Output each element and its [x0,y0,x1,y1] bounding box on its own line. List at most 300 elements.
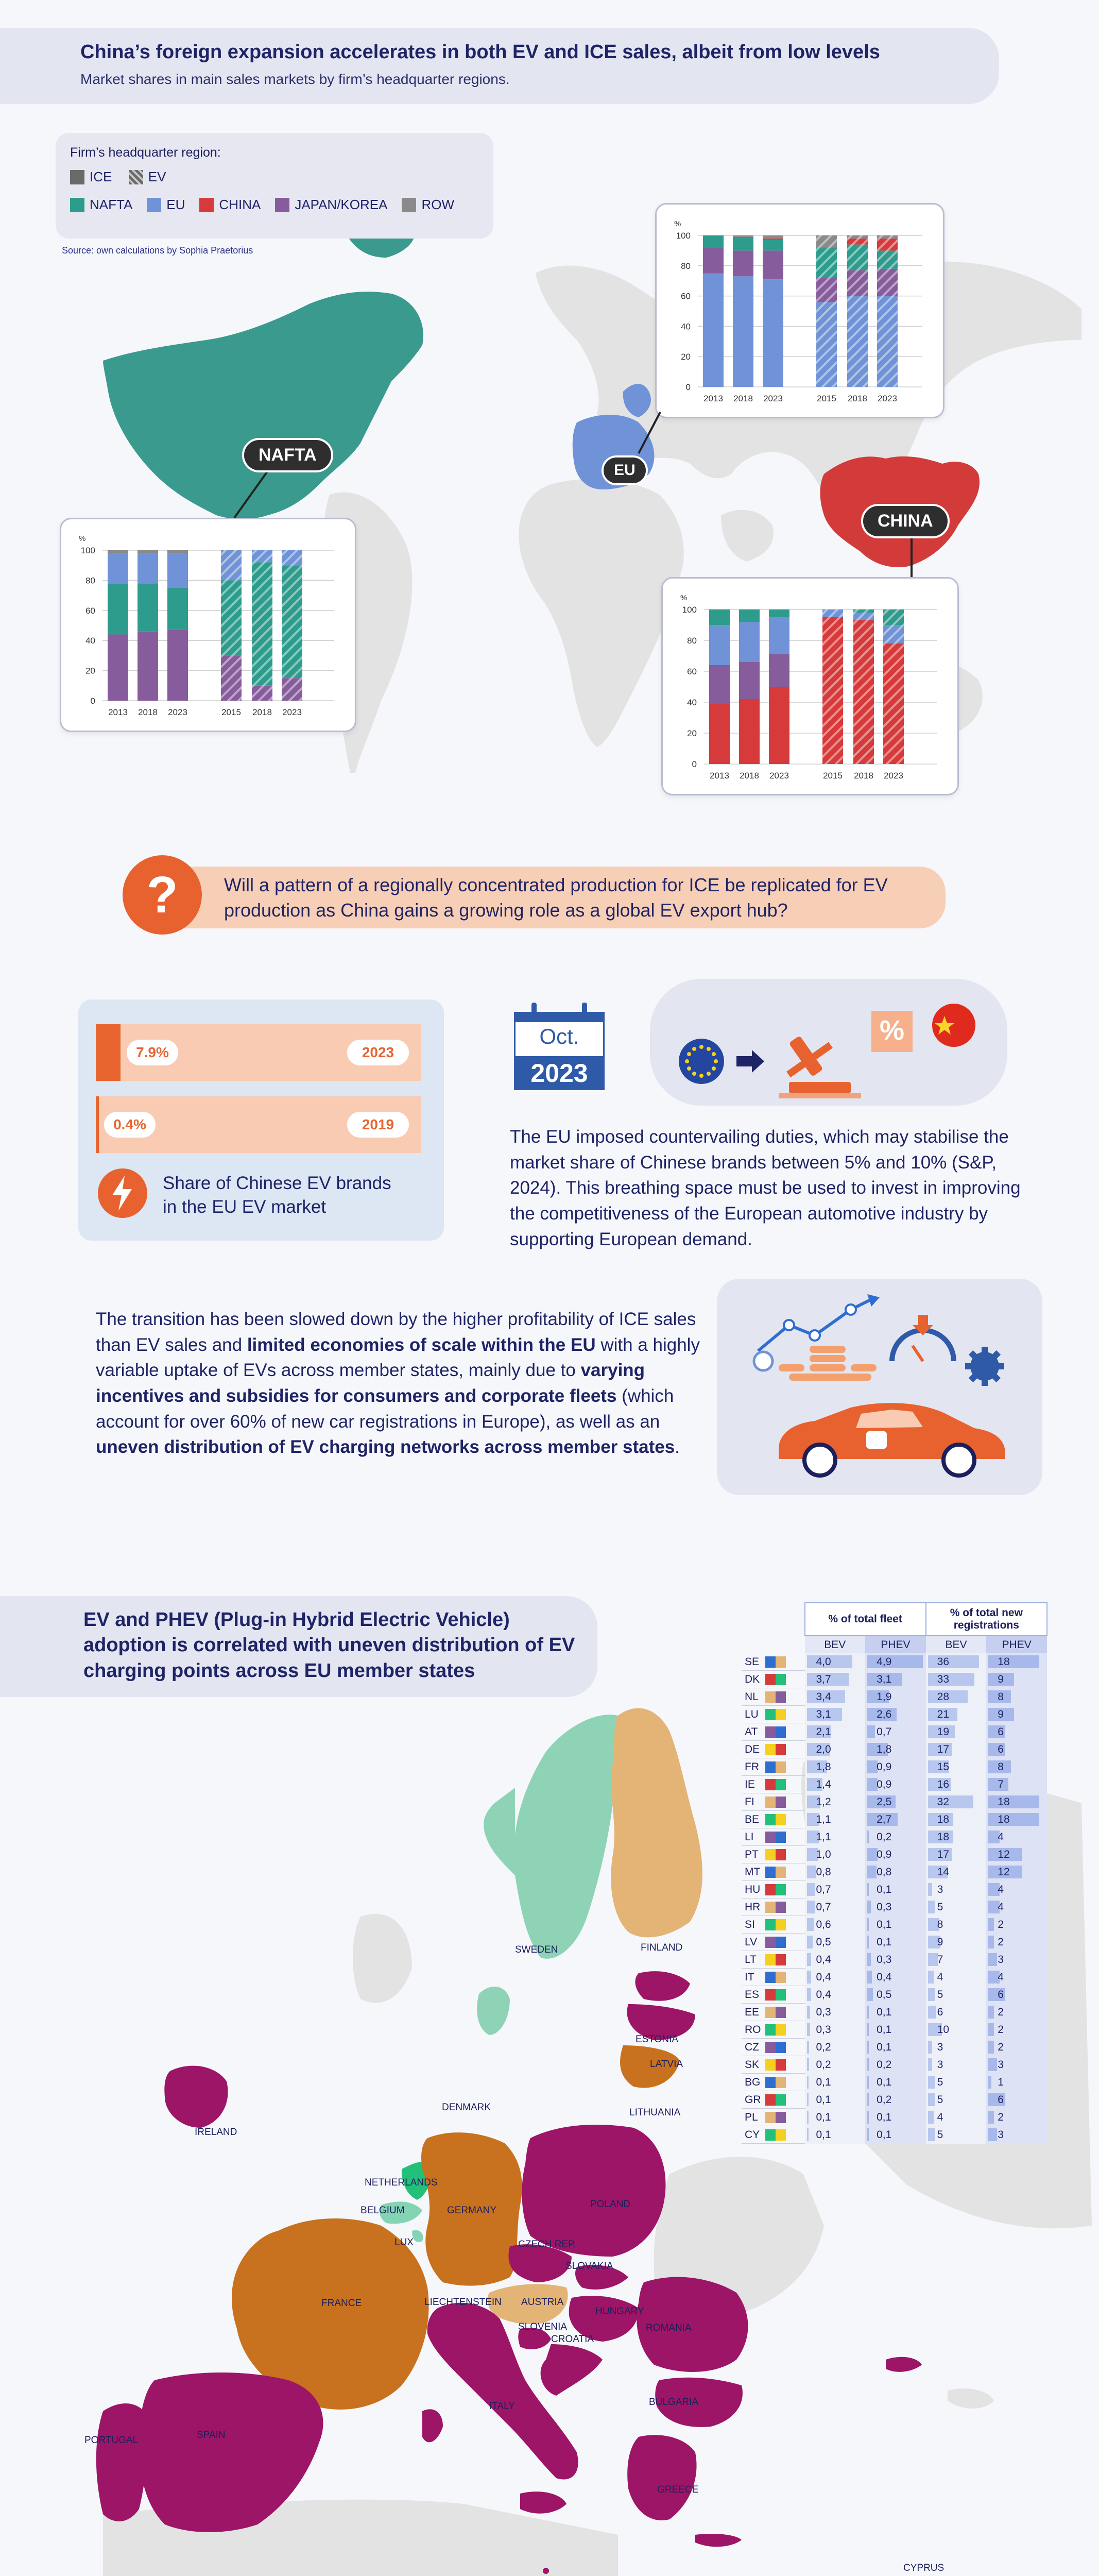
reg-phev-cell: 8 [986,1758,1047,1776]
question-icon: ? [123,855,202,935]
value-bar [867,1848,878,1861]
value-bar [928,1883,932,1896]
reg-phev-cell: 4 [986,1828,1047,1846]
flag-icon [765,2094,786,2106]
value-bar [867,1725,875,1738]
share-fill-2023 [96,1024,121,1081]
x-tick-label: 2015 [221,707,241,717]
country-code: SI [742,1916,805,1934]
fleet-phev-cell: 0,3 [865,1899,926,1916]
fleet-bev-cell: 0,1 [805,2109,866,2126]
transition-text: The transition has been slowed down by the higher profitability of ICE sales than EV sales and limited economies of scale within the EU with a highly variable uptake of EVs across member states, mainly due to varying incentives and subsidies for consumers and corporate fleets (which account for over 60% of new car registrations in Europe), as well as an uneven distribution of EV charging networks across member states. [96,1309,700,1458]
legend-japan-korea: JAPAN/KOREA [275,197,387,213]
duties-text: The EU imposed countervailing duties, which may stabilise the market share of Chinese brands between 5% and 10% (S&P, 2024). This breathing space must be used to invest in improving the competitiveness of the European automotive industry by supporting European demand. [510,1127,1021,1249]
value-bar [867,1971,872,1984]
reg-bev-cell: 21 [926,1706,987,1723]
flag-icon [765,1761,786,1773]
country-label-croatia: CROATIA [551,2334,594,2345]
reg-phev-cell: 3 [986,1951,1047,1969]
page-subtitle: Market shares in main sales markets by firm’s headquarter regions. [80,71,510,87]
value-bar [807,1988,812,2001]
table-row [742,1706,1047,1723]
value-bar [867,1901,871,1913]
table-row [742,2039,1047,2056]
reg-phev-cell: 18 [986,1793,1047,1811]
fleet-phev-cell: 0,8 [865,1863,926,1881]
fleet-bev-cell: 0,3 [805,2004,866,2021]
flag-icon [765,1849,786,1860]
x-tick-label: 2023 [282,707,302,717]
romania-shape [637,2277,748,2372]
country-code: DK [742,1671,805,1688]
country-label-hungary: HUNGARY [595,2306,644,2317]
value-bar [988,1918,994,1931]
gauge-icon [892,1315,954,1361]
col-bev-reg: BEV [926,1636,987,1653]
y-tick-label: 40 [85,636,95,646]
reg-phev-cell: 8 [986,1688,1047,1706]
flag-icon [765,2112,786,2123]
table-row [742,1793,1047,1811]
flag-icon [765,2129,786,2141]
flag-icon [765,2042,786,2053]
fleet-phev-cell: 1,8 [865,1741,926,1758]
country-label-spain: SPAIN [197,2430,226,2441]
reg-phev-cell: 9 [986,1706,1047,1723]
table-row [742,1653,1047,1671]
flag-icon [765,1797,786,1808]
reg-bev-cell: 6 [926,2004,987,2021]
x-tick-label: 2015 [823,771,843,781]
reg-phev-cell: 7 [986,1776,1047,1793]
value-bar [807,1883,815,1896]
pct-pill-2023: 7.9% [127,1040,178,1065]
col-bev-fleet: BEV [805,1636,866,1653]
y-tick-label: 100 [682,605,697,615]
reg-bev-cell: 5 [926,2126,987,2144]
y-tick-label: 20 [681,352,691,362]
value-bar [988,2006,994,2019]
reg-phev-cell: 4 [986,1969,1047,1986]
fleet-bev-cell: 1,1 [805,1828,866,1846]
fleet-bev-cell: 4,0 [805,1653,866,1671]
reg-phev-cell: 2 [986,2004,1047,2021]
country-label-latvia: LATVIA [650,2059,683,2070]
col-phev-fleet: PHEV [865,1636,926,1653]
ev-car-icon [779,1403,1005,1476]
value-bar [867,2128,869,2141]
table-row [742,2004,1047,2021]
denmark-shape [477,1987,510,2035]
fleet-bev-cell: 0,5 [805,1934,866,1951]
reg-phev-cell: 2 [986,1934,1047,1951]
value-bar [928,1673,975,1686]
value-bar [867,1953,871,1966]
country-code: SK [742,2056,805,2074]
country-code: PL [742,2109,805,2126]
country-label-estonia: ESTONIA [636,2034,679,2045]
fleet-phev-cell: 2,6 [865,1706,926,1723]
x-tick-label: 2023 [168,707,187,717]
nafta-label: NAFTA [242,438,333,472]
y-tick-label: 100 [676,231,691,241]
fleet-phev-cell: 0,2 [865,2091,926,2109]
value-bar [928,1988,935,2001]
austria-shape [487,2284,568,2324]
reg-phev-cell: 2 [986,2021,1047,2039]
table-row [742,1986,1047,2004]
legend-row: ROW [402,197,454,213]
poland-shape [522,2125,665,2257]
value-bar [928,2111,934,2124]
flag-icon [765,1832,786,1843]
value-bar [867,2111,869,2124]
fleet-bev-cell: 0,7 [805,1899,866,1916]
value-bar [807,2093,809,2106]
eu-label: EU [602,455,648,485]
fleet-phev-cell: 3,1 [865,1671,926,1688]
table-row [742,1723,1047,1741]
fleet-bev-cell: 1,0 [805,1846,866,1863]
flag-icon [765,1867,786,1878]
value-bar [807,2128,809,2141]
country-label-romania: ROMANIA [646,2323,692,2333]
value-bar [928,2058,932,2071]
reg-bev-cell: 15 [926,1758,987,1776]
value-bar [988,2058,997,2071]
table-row [742,1881,1047,1899]
x-tick-label: 2018 [854,771,873,781]
flag-icon [765,1954,786,1965]
x-tick-label: 2023 [769,771,789,781]
arrow-icon [736,1050,764,1073]
y-tick-label: 60 [85,605,95,616]
spain-shape [139,2372,323,2532]
fleet-bev-cell: 1,1 [805,1811,866,1828]
value-bar [928,2128,935,2141]
value-bar [867,1918,869,1931]
reg-bev-cell: 5 [926,2074,987,2091]
flag-icon [765,1989,786,2001]
country-code: IE [742,1776,805,1793]
legend-nafta: NAFTA [70,197,132,213]
lightning-icon [98,1168,147,1218]
value-bar [807,2006,811,2019]
value-bar [988,1655,1039,1668]
country-code: HU [742,1881,805,1899]
fleet-phev-cell: 0,1 [865,2074,926,2091]
country-code: GR [742,2091,805,2109]
reg-bev-cell: 8 [926,1916,987,1934]
value-bar [988,1813,1039,1826]
calendar-year: 2023 [514,1056,605,1090]
fleet-phev-cell: 0,5 [865,1986,926,2004]
reg-bev-cell: 36 [926,1653,987,1671]
country-label-portugal: PORTUGAL [84,2435,139,2446]
value-bar [867,2058,869,2071]
country-code: LU [742,1706,805,1723]
reg-bev-cell: 16 [926,1776,987,1793]
country-code: DE [742,1741,805,1758]
fleet-bev-cell: 0,8 [805,1863,866,1881]
reg-phev-cell: 9 [986,1671,1047,1688]
value-bar [867,1760,878,1773]
fleet-phev-cell: 0,1 [865,1916,926,1934]
flag-icon [765,1744,786,1755]
section2-title: EV and PHEV (Plug-in Hybrid Electric Vehicle) adoption is correlated with uneven distribution of EV charging points across EU member states [83,1609,575,1682]
value-bar [867,1936,869,1948]
country-code: CY [742,2126,805,2144]
head-fleet: % of total fleet [805,1603,926,1636]
fleet-bev-cell: 0,6 [805,1916,866,1934]
y-tick-label: 80 [687,636,697,646]
country-code: IT [742,1969,805,1986]
share-fill-2019 [96,1096,99,1153]
country-label-netherlands: NETHERLANDS [365,2177,438,2188]
duties-icons [650,979,1007,1106]
ev-table [742,1602,1048,2144]
reg-bev-cell: 5 [926,1986,987,2004]
fleet-bev-cell: 0,4 [805,1951,866,1969]
country-label-lux: LUX [394,2237,414,2248]
flag-icon [765,1972,786,1983]
year-pill-2023: 2023 [347,1040,409,1065]
country-label-liechtenstein: LIECHTENSTEIN [424,2297,502,2308]
calendar-icon [514,1003,605,1090]
source-note: Source: own calculations by Sophia Praetorius [62,245,253,256]
value-bar [928,1953,938,1966]
table-row [742,1916,1047,1934]
value-bar [807,1971,812,1984]
y-tick-label: 0 [692,759,697,769]
value-bar [928,1901,935,1913]
x-tick-label: 2013 [710,771,729,781]
reg-bev-cell: 17 [926,1741,987,1758]
value-bar [867,1883,869,1896]
fleet-phev-cell: 0,1 [865,2004,926,2021]
reg-phev-cell: 4 [986,1881,1047,1899]
fleet-phev-cell: 0,2 [865,1828,926,1846]
table-row [742,1863,1047,1881]
table-row [742,2109,1047,2126]
reg-bev-cell: 9 [926,1934,987,1951]
hungary-shape [569,2296,639,2342]
value-bar [928,1655,979,1668]
fleet-bev-cell: 0,3 [805,2021,866,2039]
flag-icon [765,2007,786,2018]
country-label-france: FRANCE [321,2298,362,2309]
legend-china: CHINA [199,197,261,213]
share-caption: Share of Chinese EV brands in the EU EV market [163,1173,391,1217]
country-label-ireland: IRELAND [195,2127,237,2138]
flag-icon [765,2024,786,2036]
fleet-phev-cell: 0,9 [865,1776,926,1793]
country-code: ES [742,1986,805,2004]
x-tick-label: 2023 [763,394,783,403]
y-tick-label: 20 [85,666,95,676]
flag-icon [765,1884,786,1895]
reg-bev-cell: 3 [926,2056,987,2074]
value-bar [867,1778,878,1791]
x-tick-label: 2018 [138,707,158,717]
value-bar [867,1831,869,1843]
slovakia-shape [575,2265,628,2290]
share-bar-2023 [96,1024,421,1081]
table-row [742,1688,1047,1706]
fleet-bev-cell: 1,8 [805,1758,866,1776]
fleet-phev-cell: 4,9 [865,1653,926,1671]
economy-icons [717,1279,1042,1495]
country-label-slovenia: SLOVENIA [518,2321,568,2332]
country-label-poland: POLAND [590,2199,631,2210]
country-code: LV [742,1934,805,1951]
value-bar [988,2076,991,2089]
fleet-phev-cell: 0,7 [865,1723,926,1741]
lux-shape [412,2230,423,2242]
country-label-cyprus: CYPRUS [903,2563,945,2573]
y-tick-label: 20 [687,728,697,738]
reg-phev-cell: 6 [986,1723,1047,1741]
belgium-shape [380,2201,422,2224]
value-bar [807,2041,809,2054]
reg-phev-cell: 2 [986,1916,1047,1934]
value-bar [807,1918,814,1931]
x-tick-label: 2023 [884,771,903,781]
country-code: LT [742,1951,805,1969]
greece-shape [627,2435,699,2520]
country-label-belgium: BELGIUM [360,2205,405,2216]
fleet-phev-cell: 0,1 [865,2021,926,2039]
y-axis-label: % [79,534,86,543]
reg-phev-cell: 18 [986,1653,1047,1671]
table-row [742,2074,1047,2091]
value-bar [807,1936,813,1948]
value-bar [988,1795,1039,1808]
table-row [742,1758,1047,1776]
value-bar [867,2041,869,2054]
country-code: CZ [742,2039,805,2056]
pct-pill-2019: 0.4% [104,1112,156,1138]
value-bar [867,2076,869,2089]
table-row [742,1811,1047,1828]
value-bar [928,1795,973,1808]
value-bar [988,2041,994,2054]
country-label-lithuania: LITHUANIA [629,2107,681,2118]
fleet-phev-cell: 0,1 [865,1881,926,1899]
flag-icon [765,2077,786,2088]
value-bar [988,1936,994,1948]
country-code: LI [742,1828,805,1846]
country-code: BG [742,2074,805,2091]
value-bar [807,2111,809,2124]
reg-bev-cell: 3 [926,2039,987,2056]
fleet-phev-cell: 0,1 [865,2109,926,2126]
y-tick-label: 60 [681,291,691,301]
fleet-phev-cell: 0,1 [865,2126,926,2144]
fleet-bev-cell: 0,1 [805,2091,866,2109]
flag-icon [765,2059,786,2071]
gear-icon [965,1347,1004,1386]
y-tick-label: 40 [687,698,697,707]
y-tick-label: 40 [681,321,691,332]
legend-ev: EV [129,169,166,185]
flag-icon [765,1902,786,1913]
fleet-bev-cell: 0,1 [805,2126,866,2144]
y-tick-label: 80 [85,575,95,586]
country-label-sweden: SWEDEN [515,1944,558,1955]
x-tick-label: 2018 [848,394,867,403]
fleet-phev-cell: 0,4 [865,1969,926,1986]
x-tick-label: 2015 [817,394,836,403]
sweden-shape [514,1715,623,1959]
country-label-germany: GERMANY [447,2205,497,2216]
reg-phev-cell: 12 [986,1863,1047,1881]
table-row [742,1671,1047,1688]
y-axis-label: % [674,219,681,228]
table-row [742,1741,1047,1758]
value-bar [867,1655,923,1668]
table-row [742,1951,1047,1969]
value-bar [988,2023,994,2036]
reg-bev-cell: 3 [926,1881,987,1899]
legend-eu: EU [147,197,185,213]
value-bar [807,2058,809,2071]
y-tick-label: 60 [687,667,697,676]
fleet-bev-cell: 2,1 [805,1723,866,1741]
fleet-bev-cell: 0,7 [805,1881,866,1899]
table-row [742,2091,1047,2109]
value-bar [807,1901,815,1913]
value-bar [867,1988,873,2001]
country-label-slovakia: SLOVAKIA [565,2261,613,2272]
estonia-shape [635,1971,690,2001]
reg-bev-cell: 17 [926,1846,987,1863]
fleet-phev-cell: 0,3 [865,1951,926,1969]
reg-bev-cell: 7 [926,1951,987,1969]
x-tick-label: 2023 [878,394,897,403]
reg-bev-cell: 28 [926,1688,987,1706]
reg-phev-cell: 12 [986,1846,1047,1863]
duties-illustration [650,979,1007,1106]
percent-sign: % [879,1015,905,1046]
col-phev-reg: PHEV [986,1636,1047,1653]
bulgaria-shape [655,2378,743,2427]
fleet-bev-cell: 0,1 [805,2074,866,2091]
reg-phev-cell: 2 [986,2039,1047,2056]
country-code: NL [742,1688,805,1706]
reg-phev-cell: 6 [986,1741,1047,1758]
reg-bev-cell: 18 [926,1828,987,1846]
flag-icon [765,1779,786,1790]
malta-shape [543,2568,549,2574]
legend-ice: ICE [70,169,112,185]
value-bar [867,1866,877,1878]
head-registrations: % of total new registrations [926,1603,1047,1636]
country-code: FR [742,1758,805,1776]
flag-icon [765,1656,786,1668]
fleet-bev-cell: 1,2 [805,1793,866,1811]
reg-phev-cell: 1 [986,2074,1047,2091]
y-tick-label: 0 [685,382,691,392]
reg-bev-cell: 19 [926,1723,987,1741]
portugal-shape [96,2403,147,2521]
country-label-denmark: DENMARK [442,2102,491,2113]
fleet-bev-cell: 2,0 [805,1741,866,1758]
flag-icon [765,1709,786,1720]
country-code: FI [742,1793,805,1811]
y-axis-label: % [680,594,688,602]
latvia-shape [627,2004,695,2040]
